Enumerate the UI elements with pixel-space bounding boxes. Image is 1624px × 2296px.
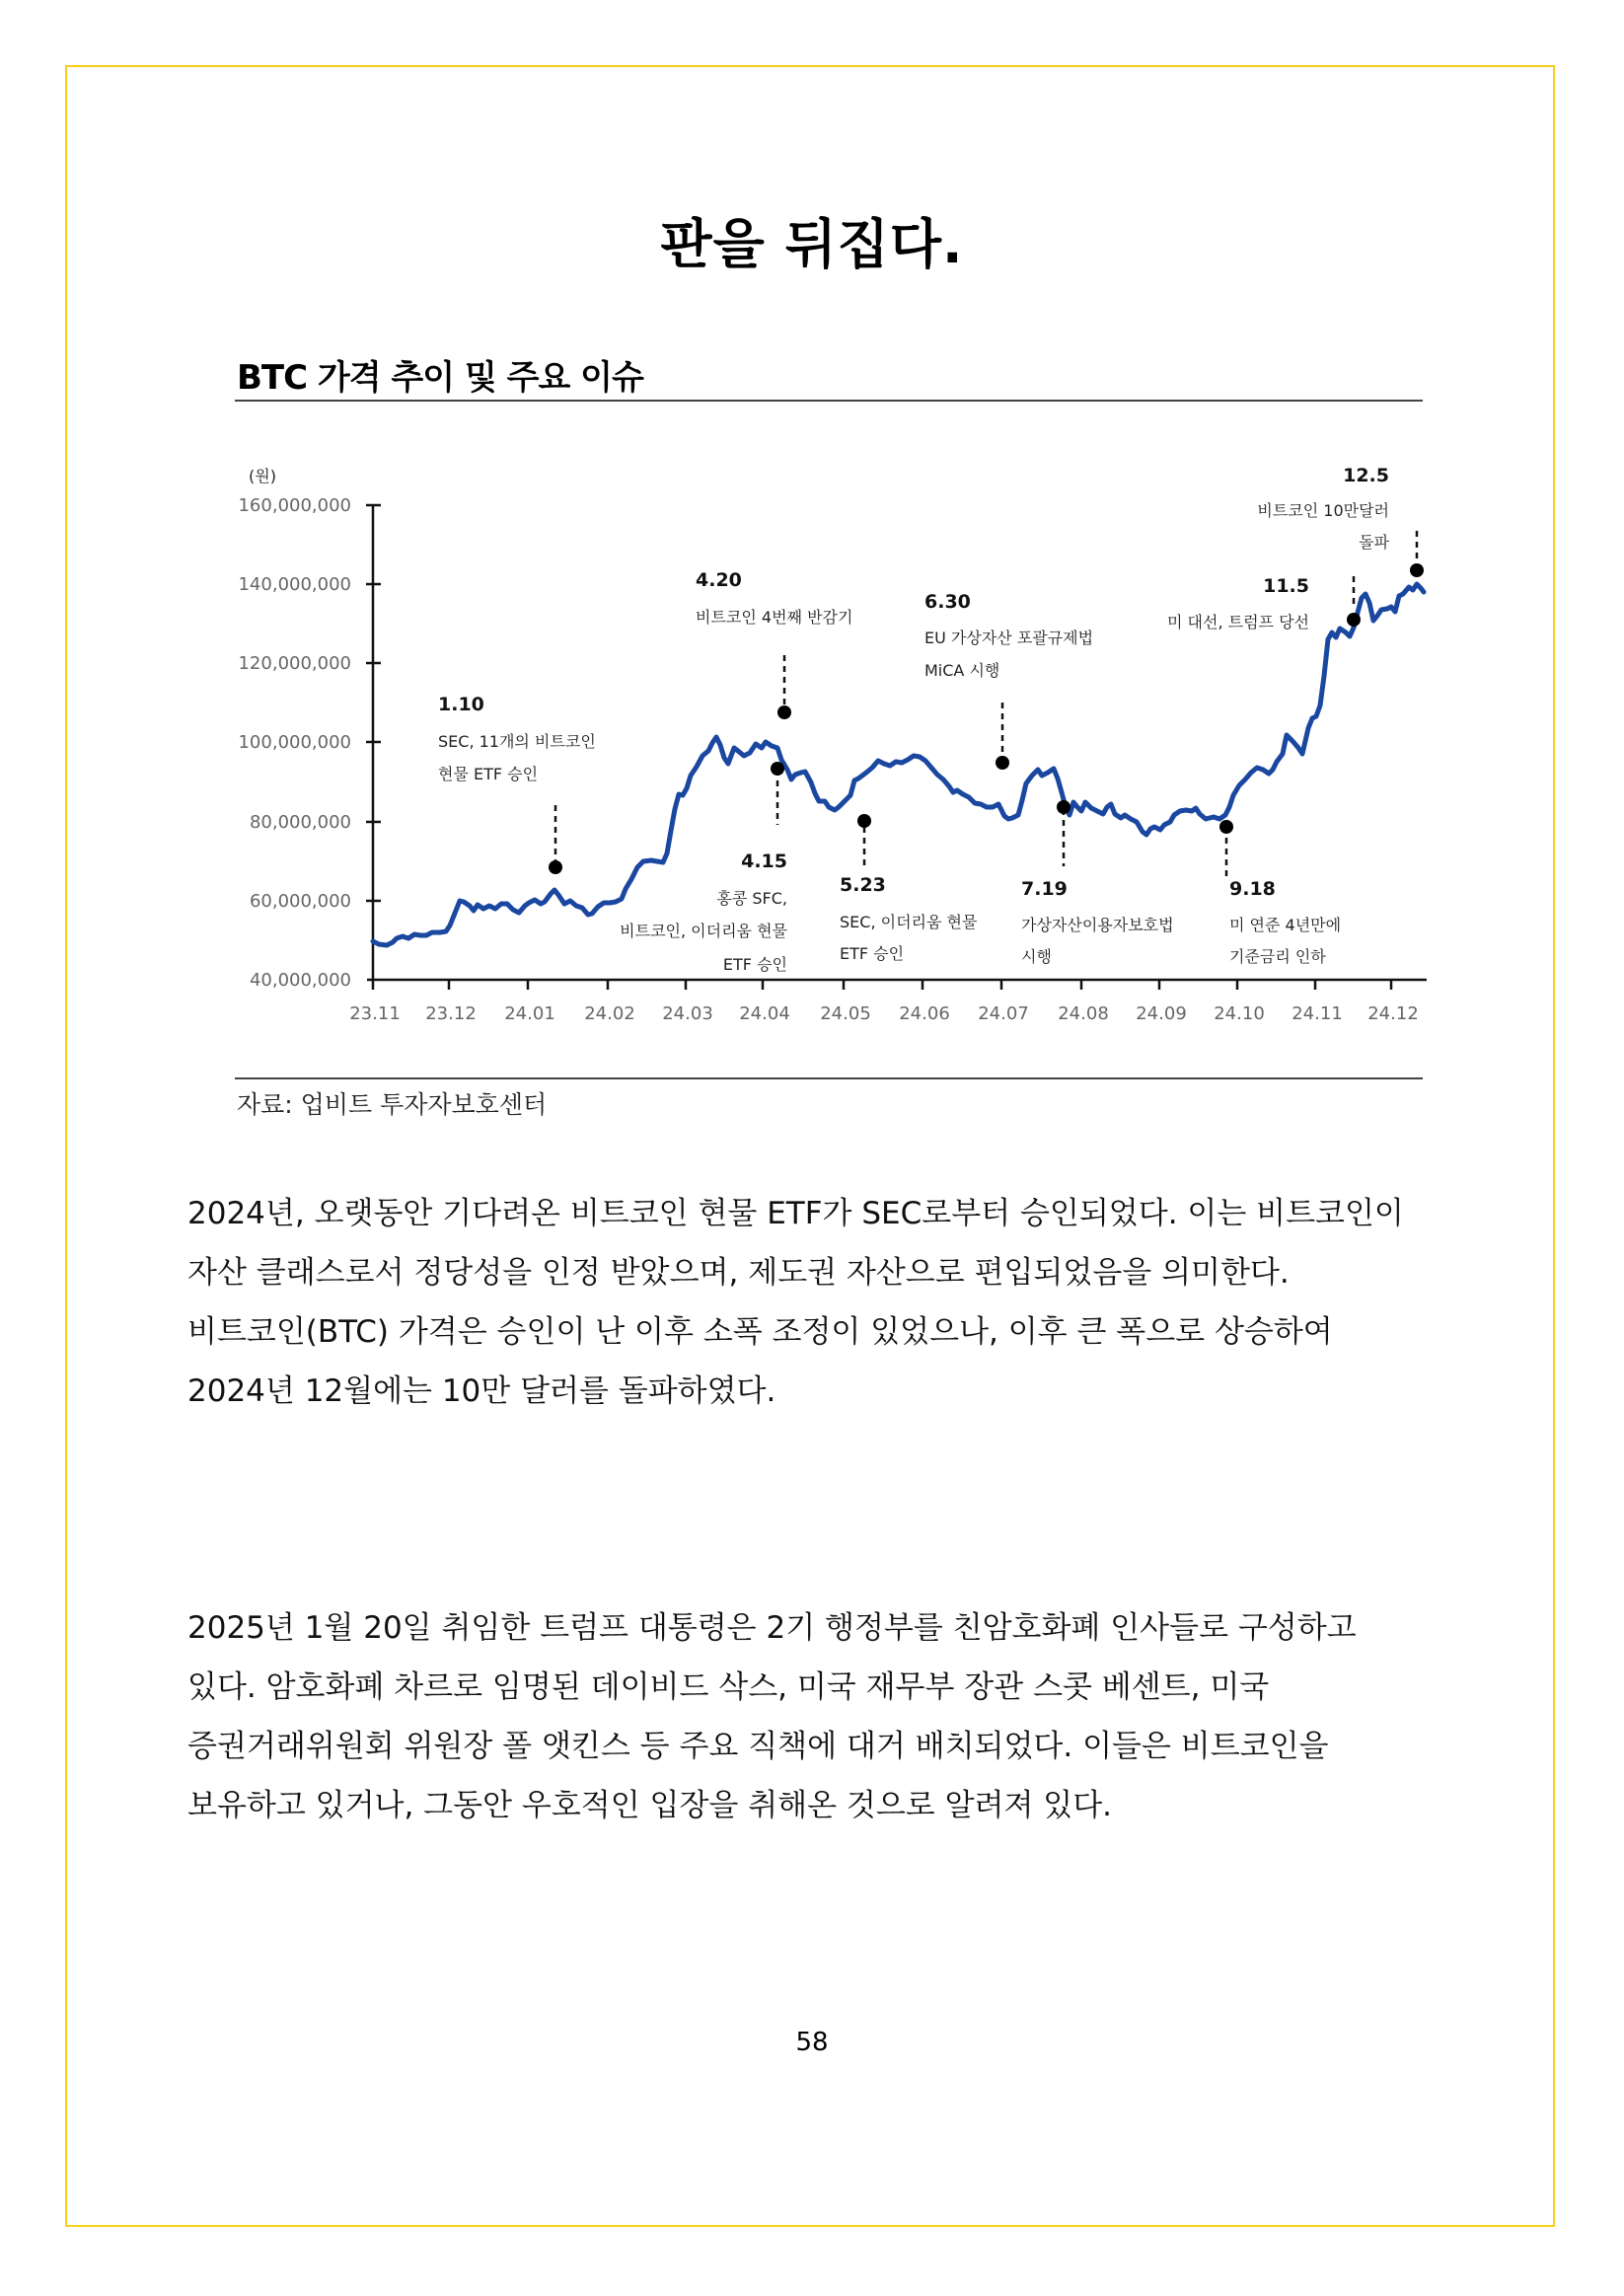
annotation-4-15 xyxy=(620,851,787,974)
svg-text:4.15: 4.15 xyxy=(741,851,787,872)
svg-text:비트코인 4번째 반감기: 비트코인 4번째 반감기 xyxy=(696,608,853,627)
svg-text:23.12: 23.12 xyxy=(425,1003,477,1024)
annotation-dots xyxy=(549,563,1424,874)
svg-text:돌파: 돌파 xyxy=(1359,533,1389,552)
svg-text:80,000,000: 80,000,000 xyxy=(249,812,351,833)
svg-text:미 연준 4년만에: 미 연준 4년만에 xyxy=(1229,916,1342,934)
svg-text:ETF 승인: ETF 승인 xyxy=(840,944,905,963)
svg-text:24.07: 24.07 xyxy=(978,1003,1029,1024)
svg-text:24.02: 24.02 xyxy=(584,1003,635,1024)
paragraph-line: 비트코인(BTC) 가격은 승인이 난 이후 소폭 조정이 있었으나, 이후 큰 폭으로 상승하여 xyxy=(187,1314,1333,1350)
marker-9-18 xyxy=(1219,820,1233,834)
svg-text:24.05: 24.05 xyxy=(820,1003,871,1024)
svg-text:EU 가상자산 포괄규제법: EU 가상자산 포괄규제법 xyxy=(924,629,1094,647)
svg-text:24.11: 24.11 xyxy=(1292,1003,1343,1024)
svg-text:40,000,000: 40,000,000 xyxy=(249,970,351,991)
marker-4-20 xyxy=(777,705,791,719)
paragraph-line: 증권거래위원회 위원장 폴 앳킨스 등 주요 직책에 대거 배치되었다. 이들은 비트코인을 xyxy=(187,1729,1329,1764)
svg-text:기준금리 인하: 기준금리 인하 xyxy=(1229,947,1326,966)
svg-text:미 대선, 트럼프 당선: 미 대선, 트럼프 당선 xyxy=(1167,613,1309,631)
annotation-5-23 xyxy=(840,874,978,963)
svg-text:6.30: 6.30 xyxy=(924,591,971,613)
svg-text:가상자산이용자보호법: 가상자산이용자보호법 xyxy=(1021,916,1174,934)
svg-text:ETF 승인: ETF 승인 xyxy=(722,955,787,974)
svg-text:140,000,000: 140,000,000 xyxy=(238,574,351,595)
chart-bottom-rule xyxy=(235,1077,1423,1079)
y-axis-unit: (원) xyxy=(249,467,276,485)
svg-text:120,000,000: 120,000,000 xyxy=(238,653,351,674)
svg-text:7.19: 7.19 xyxy=(1021,878,1068,900)
svg-text:비트코인 10만달러: 비트코인 10만달러 xyxy=(1257,501,1389,520)
svg-text:60,000,000: 60,000,000 xyxy=(249,891,351,912)
svg-text:100,000,000: 100,000,000 xyxy=(238,732,351,753)
marker-11-5 xyxy=(1347,613,1361,627)
marker-7-19 xyxy=(1057,800,1070,814)
svg-text:11.5: 11.5 xyxy=(1263,575,1309,597)
marker-12-5 xyxy=(1410,563,1424,577)
paragraph-line: 있다. 암호화폐 차르로 임명된 데이비드 삭스, 미국 재무부 장관 스콧 베센트, 미국 xyxy=(187,1669,1270,1705)
svg-text:MiCA 시행: MiCA 시행 xyxy=(924,661,1000,680)
svg-text:23.11: 23.11 xyxy=(349,1003,401,1024)
paragraph-line: 보유하고 있거나, 그동안 우호적인 입장을 취해온 것으로 알려져 있다. xyxy=(187,1788,1113,1823)
x-tick-labels xyxy=(349,1003,1419,1024)
svg-text:24.06: 24.06 xyxy=(899,1003,950,1024)
paragraph-line: 2025년 1월 20일 취임한 트럼프 대통령은 2기 행정부를 친암호화폐 인사들로 구성하고 xyxy=(187,1610,1357,1646)
annotation-11-5 xyxy=(1167,575,1309,631)
svg-text:5.23: 5.23 xyxy=(840,874,886,896)
svg-text:9.18: 9.18 xyxy=(1229,878,1276,900)
svg-text:24.03: 24.03 xyxy=(662,1003,713,1024)
page-number: 58 xyxy=(795,2028,829,2057)
svg-text:12.5: 12.5 xyxy=(1343,465,1389,486)
svg-text:4.20: 4.20 xyxy=(696,569,742,591)
svg-text:24.04: 24.04 xyxy=(739,1003,790,1024)
x-ticks xyxy=(373,980,1391,990)
page-title: 판을 뒤집다. xyxy=(660,213,964,275)
annotation-7-19 xyxy=(1021,878,1174,966)
body-paragraph-1 xyxy=(187,1184,1510,1421)
marker-1-10 xyxy=(549,860,562,874)
svg-text:비트코인, 이더리움 현물: 비트코인, 이더리움 현물 xyxy=(620,922,787,940)
body-paragraph-2 xyxy=(187,1598,1510,1835)
svg-text:SEC, 11개의 비트코인: SEC, 11개의 비트코인 xyxy=(438,732,596,751)
svg-text:160,000,000: 160,000,000 xyxy=(238,495,351,516)
svg-text:24.08: 24.08 xyxy=(1058,1003,1109,1024)
annotation-12-5 xyxy=(1257,465,1389,552)
svg-text:24.01: 24.01 xyxy=(504,1003,555,1024)
annotation-4-20 xyxy=(696,569,852,627)
svg-text:홍콩 SFC,: 홍콩 SFC, xyxy=(716,889,787,908)
y-tick-labels xyxy=(238,495,351,991)
svg-text:시행: 시행 xyxy=(1021,947,1052,966)
svg-text:24.12: 24.12 xyxy=(1367,1003,1419,1024)
annotation-1-10 xyxy=(438,694,596,783)
paragraph-line: 2024년 12월에는 10만 달러를 돌파하였다. xyxy=(187,1373,776,1409)
annotation-6-30 xyxy=(924,591,1093,680)
chart-source: 자료: 업비트 투자자보호센터 xyxy=(237,1090,548,1119)
marker-6-30 xyxy=(996,756,1009,770)
paragraph-line: 자산 클래스로서 정당성을 인정 받았으며, 제도권 자산으로 편입되었음을 의미한다. xyxy=(187,1255,1290,1291)
svg-text:24.10: 24.10 xyxy=(1214,1003,1265,1024)
svg-text:1.10: 1.10 xyxy=(438,694,484,715)
svg-text:SEC, 이더리움 현물: SEC, 이더리움 현물 xyxy=(840,913,978,931)
svg-text:24.09: 24.09 xyxy=(1136,1003,1187,1024)
paragraph-line: 2024년, 오랫동안 기다려온 비트코인 현물 ETF가 SEC로부터 승인되었다. 이는 비트코인이 xyxy=(187,1196,1404,1231)
marker-5-23 xyxy=(857,814,871,828)
annotation-9-18 xyxy=(1229,878,1341,966)
btc-price-chart xyxy=(0,0,1624,1066)
marker-4-15 xyxy=(771,762,784,776)
svg-text:현물 ETF 승인: 현물 ETF 승인 xyxy=(438,765,539,783)
chart-title: BTC 가격 추이 및 주요 이슈 xyxy=(237,358,643,398)
